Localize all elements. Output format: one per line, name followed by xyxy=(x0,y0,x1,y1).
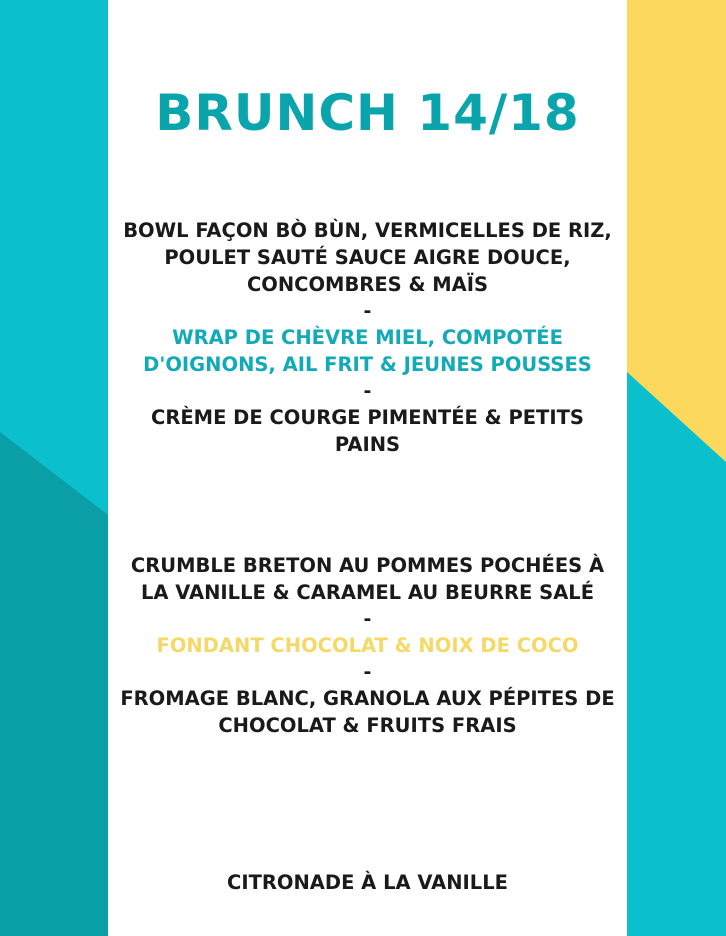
separator: - xyxy=(363,608,372,630)
dessert-item-3: FROMAGE BLANC, GRANOLA AUX PÉPITES DE CHOCOLAT & FRUITS FRAIS xyxy=(120,687,615,737)
separator: - xyxy=(363,380,372,402)
separator: - xyxy=(363,661,372,683)
drink-item: CITRONADE À LA VANILLE xyxy=(227,871,508,894)
menu-title: BRUNCH 14/18 xyxy=(155,84,580,142)
desserts-section xyxy=(120,552,615,739)
menu-content xyxy=(108,0,627,936)
dessert-item-2: FONDANT CHOCOLAT & NOIX DE COCO xyxy=(156,634,579,657)
mains-section xyxy=(120,217,615,458)
main-item-2: WRAP DE CHÈVRE MIEL, COMPOTÉE D'OIGNONS, AIL FRIT & JEUNES POUSSES xyxy=(143,326,592,376)
main-item-1: BOWL FAÇON BÒ BÙN, VERMICELLES DE RIZ, POULET SAUTÉ SAUCE AIGRE DOUCE, CONCOMBRES & MAÏS xyxy=(123,219,612,296)
separator: - xyxy=(363,300,372,322)
main-item-3: CRÈME DE COURGE PIMENTÉE & PETITS PAINS xyxy=(151,406,584,456)
dessert-item-1: CRUMBLE BRETON AU POMMES POCHÉES À LA VANILLE & CARAMEL AU BEURRE SALÉ xyxy=(130,554,605,604)
left-dark-teal-shape xyxy=(0,432,108,936)
